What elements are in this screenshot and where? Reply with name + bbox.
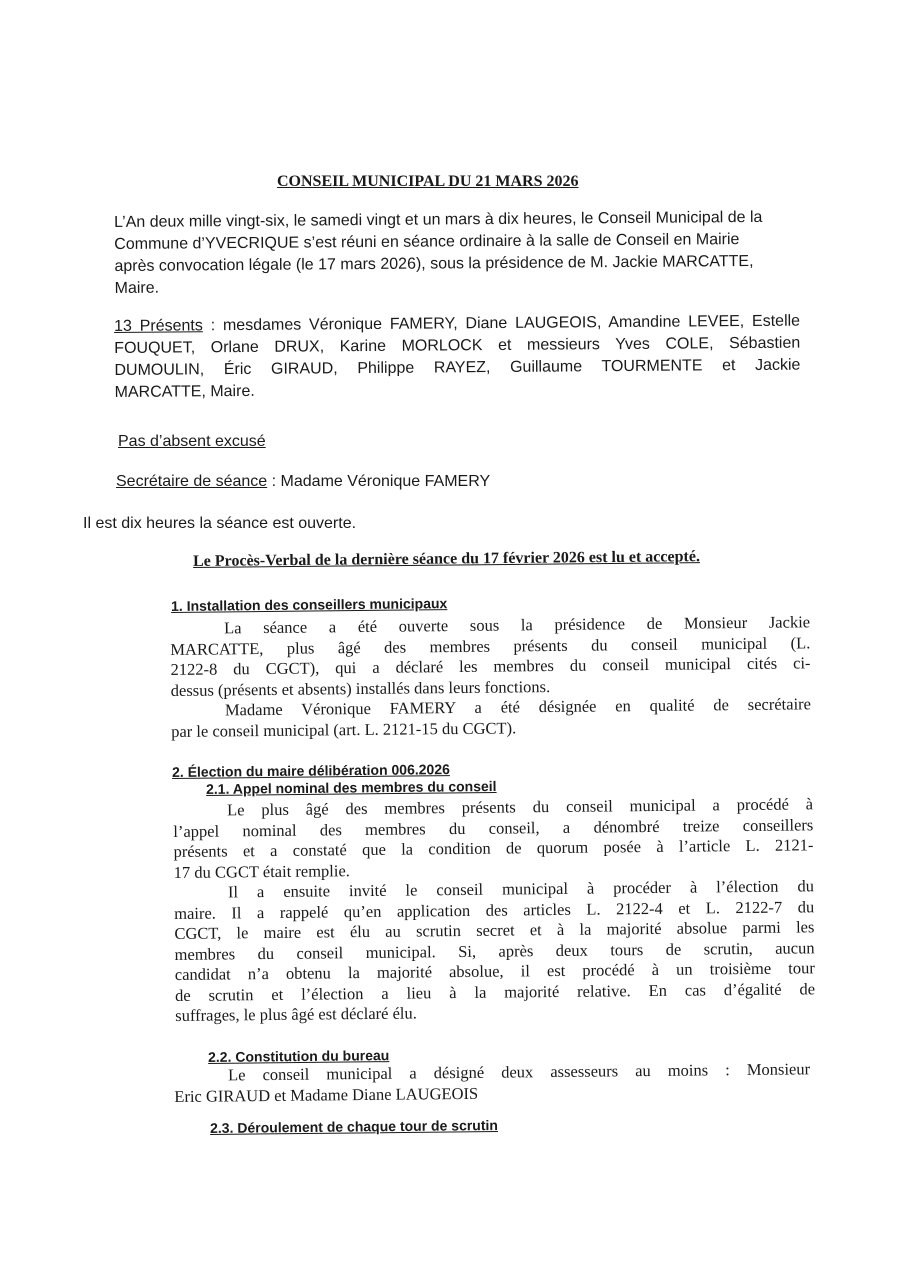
section2-1-line: 17 du CGCT était remplie. bbox=[173, 860, 350, 882]
presents-line: MARCATTE, Maire. bbox=[114, 382, 255, 401]
presents-paragraph bbox=[114, 311, 801, 404]
presents-line: DUMOULIN, Éric GIRAUD, Philippe RAYEZ, Guillaume TOURMENTE et Jackie bbox=[114, 356, 801, 379]
section1-line: par le conseil municipal (art. L. 2121-15 du CGCT). bbox=[171, 717, 517, 741]
section1-body bbox=[170, 612, 811, 742]
presents-line: FOUQUET, Orlane DRUX, Karine MORLOCK et messieurs Yves COLE, Sébastien bbox=[114, 334, 801, 357]
section2-1-line: maire. Il a rappelé qu’en application des articles L. 2122-4 et L. 2122-7 du bbox=[174, 896, 815, 923]
section1-line: Madame Véronique FAMERY a été désignée en qualité de secrétaire bbox=[224, 694, 812, 720]
presents-text: : mesdames Véronique FAMERY, Diane LAUGEOIS, Amandine LEVEE, Estelle bbox=[202, 312, 801, 335]
section2-1-line: présents et a constaté que la condition de quorum posée à l’article L. 2121- bbox=[173, 835, 814, 861]
section1-line: dessus (présents et absents) installés dans leurs fonctions. bbox=[170, 676, 551, 700]
secretaire-line bbox=[116, 471, 490, 493]
section2-heading: 2. Élection du maire délibération 006.2026 bbox=[172, 761, 450, 780]
section2-1-line: de scrutin et l’élection a lieu à la majorité relative. En cas d’égalité de bbox=[174, 978, 816, 1005]
section2-1-line: candidat n’a obtenu la majorité absolue, il est procédé à un troisième tour bbox=[174, 958, 815, 984]
section2-1-line: Le plus âgé des membres présents du conseil municipal a procédé à bbox=[226, 794, 814, 820]
secretaire-value: : Madame Véronique FAMERY bbox=[267, 473, 491, 490]
section2-1-line: Il a ensuite invité le conseil municipal à procéder à l’élection du bbox=[227, 876, 815, 902]
section2-2-heading: 2.2. Constitution du bureau bbox=[208, 1047, 390, 1065]
section2-1-heading: 2.1. Appel nominal des membres du conseil bbox=[206, 777, 497, 797]
proces-verbal-line: Le Procès-Verbal de la dernière séance du 17 février 2026 est lu et accepté. bbox=[193, 548, 700, 570]
intro-line: Maire. bbox=[114, 279, 160, 297]
section1-line: La séance a été ouverte sous la présidence de Monsieur Jackie bbox=[223, 612, 811, 638]
section2-2-line: Le conseil municipal a désigné deux assesseurs au moins : Monsieur bbox=[227, 1059, 811, 1085]
intro-line: L’An deux mille vingt-six, le samedi vingt et un mars à dix heures, le Conseil Municipal de la bbox=[114, 208, 763, 231]
section2-2-line: Eric GIRAUD et Madame Diane LAUGEOIS bbox=[174, 1083, 479, 1106]
presents-label: 13 Présents bbox=[114, 317, 203, 335]
section2-3-heading: 2.3. Déroulement de chaque tour de scrutin bbox=[210, 1116, 498, 1136]
section2-1-body bbox=[173, 794, 815, 1026]
document-title: CONSEIL MUNICIPAL DU 21 MARS 2026 bbox=[277, 173, 579, 190]
intro-paragraph bbox=[114, 207, 763, 300]
intro-line: après convocation légale (le 17 mars 2026), sous la présidence de M. Jackie MARCATTE, bbox=[114, 252, 754, 275]
section2-1-line: l’appel nominal des membres du conseil, a dénombré treize conseillers bbox=[173, 814, 814, 841]
section1-line: MARCATTE, plus âgé des membres présents du conseil municipal (L. bbox=[170, 632, 811, 659]
section1-heading: 1. Installation des conseillers municipaux bbox=[171, 595, 448, 614]
section2-1-line: suffrages, le plus âgé est déclaré élu. bbox=[175, 1003, 417, 1025]
section2-2-body bbox=[174, 1059, 810, 1107]
section2-1-line: membres du conseil municipal. Si, après deux tours de scrutin, aucun bbox=[174, 937, 815, 964]
section1-line: 2122-8 du CGCT), qui a déclaré les membres du conseil municipal cités ci- bbox=[170, 653, 811, 679]
absent-note: Pas d’absent excusé bbox=[118, 433, 266, 450]
intro-line: Commune d’YVECRIQUE s’est réuni en séance ordinaire à la salle de Conseil en Mairie bbox=[114, 231, 740, 253]
ouverture-line: Il est dix heures la séance est ouverte. bbox=[83, 515, 357, 532]
secretaire-label: Secrétaire de séance bbox=[116, 473, 268, 490]
section2-1-line: CGCT, le maire est élu au scrutin secret et à la majorité absolue parmi les bbox=[174, 917, 815, 943]
